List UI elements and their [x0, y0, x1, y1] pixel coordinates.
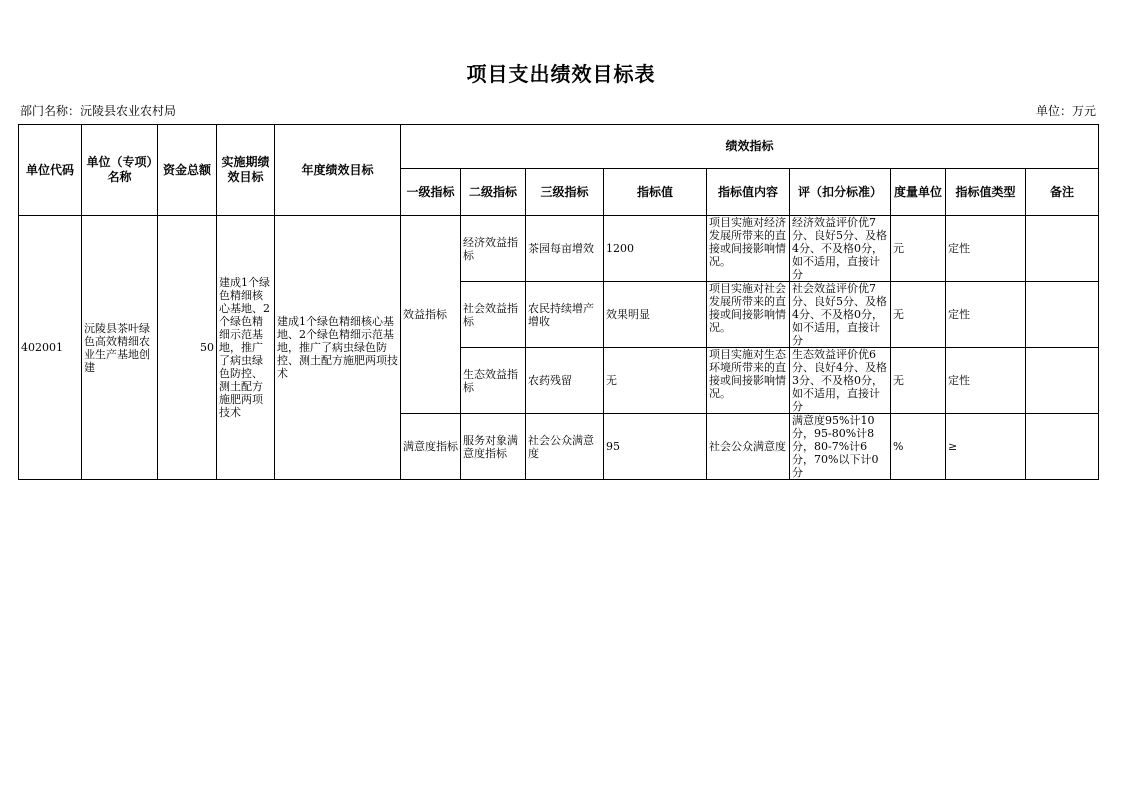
measure-unit-cell: 元: [891, 216, 946, 282]
header-annual-goal: 年度绩效目标: [275, 125, 401, 216]
score-standard-cell: 生态效益评价优6分、良好4分、及格3分、不及格0分，如不适用，直接计分: [790, 348, 891, 414]
header-unit-code: 单位代码: [19, 125, 82, 216]
level2-cell: 服务对象满意度指标: [461, 414, 526, 480]
unit-name-cell: 沅陵县茶叶绿色高效精细农业生产基地创建: [82, 216, 158, 480]
header-value-content: 指标值内容: [707, 169, 790, 216]
header-unit-name: 单位（专项）名称: [82, 125, 158, 216]
remark-cell: [1026, 414, 1099, 480]
header-fund-total: 资金总额: [158, 125, 217, 216]
remark-cell: [1026, 348, 1099, 414]
score-standard-cell: 满意度95%计10分，95-80%计8分，80-7%计6分，70%以下计0分: [790, 414, 891, 480]
value-type-cell: 定性: [946, 348, 1026, 414]
score-standard-cell: 经济效益评价优7分、良好5分、及格4分、不及格0分，如不适用，直接计分: [790, 216, 891, 282]
performance-target-table: [18, 124, 1099, 480]
department-label: 部门名称：沅陵县农业农村局: [20, 104, 177, 118]
level1-cell: 满意度指标: [401, 414, 461, 480]
period-goal-cell: 建成1个绿色精细核心基地、2个绿色精细示范基地，推广了病虫绿色防控、测土配方施肥两项技术: [217, 216, 275, 480]
header-remark: 备注: [1026, 169, 1099, 216]
measure-unit-cell: 无: [891, 282, 946, 348]
page-title: 项目支出绩效目标表: [466, 62, 656, 86]
level2-cell: 社会效益指标: [461, 282, 526, 348]
header-level3: 三级指标: [526, 169, 604, 216]
level3-cell: 农民持续增产增收: [526, 282, 604, 348]
value-type-cell: 定性: [946, 282, 1026, 348]
level3-cell: 社会公众满意度: [526, 414, 604, 480]
remark-cell: [1026, 216, 1099, 282]
level1-cell: 效益指标: [401, 216, 461, 414]
level3-cell: 茶园每亩增效: [526, 216, 604, 282]
header-level2: 二级指标: [461, 169, 526, 216]
unit-code-cell: 402001: [19, 216, 82, 480]
fund-total-cell: 50: [158, 216, 217, 480]
header-measure-unit: 度量单位: [891, 169, 946, 216]
header-level1: 一级指标: [401, 169, 461, 216]
score-standard-cell: 社会效益评价优7分、良好5分、及格4分、不及格0分，如不适用，直接计分: [790, 282, 891, 348]
level2-cell: 生态效益指标: [461, 348, 526, 414]
value-type-cell: ≥: [946, 414, 1026, 480]
value-content-cell: 社会公众满意度: [707, 414, 790, 480]
value-type-cell: 定性: [946, 216, 1026, 282]
header-score-standard: 评（扣分标准）: [790, 169, 891, 216]
level2-cell: 经济效益指标: [461, 216, 526, 282]
header-performance: 绩效指标: [401, 125, 1099, 169]
table-row: [19, 216, 1099, 282]
currency-unit-label: 单位：万元: [1035, 104, 1096, 118]
measure-unit-cell: %: [891, 414, 946, 480]
level3-cell: 农药残留: [526, 348, 604, 414]
remark-cell: [1026, 282, 1099, 348]
value-content-cell: 项目实施对生态环境所带来的直接或间接影响情况。: [707, 348, 790, 414]
value-content-cell: 项目实施对社会发展所带来的直接或间接影响情况。: [707, 282, 790, 348]
annual-goal-cell: 建成1个绿色精细核心基地、2个绿色精细示范基地，推广了病虫绿色防控、测土配方施肥两项技术: [275, 216, 401, 480]
measure-unit-cell: 无: [891, 348, 946, 414]
header-period-goal: 实施期绩效目标: [217, 125, 275, 216]
value-content-cell: 项目实施对经济发展所带来的直接或间接影响情况。: [707, 216, 790, 282]
header-value-type: 指标值类型: [946, 169, 1026, 216]
value-cell: 无: [604, 348, 707, 414]
value-cell: 95: [604, 414, 707, 480]
header-value: 指标值: [604, 169, 707, 216]
value-cell: 效果明显: [604, 282, 707, 348]
value-cell: 1200: [604, 216, 707, 282]
